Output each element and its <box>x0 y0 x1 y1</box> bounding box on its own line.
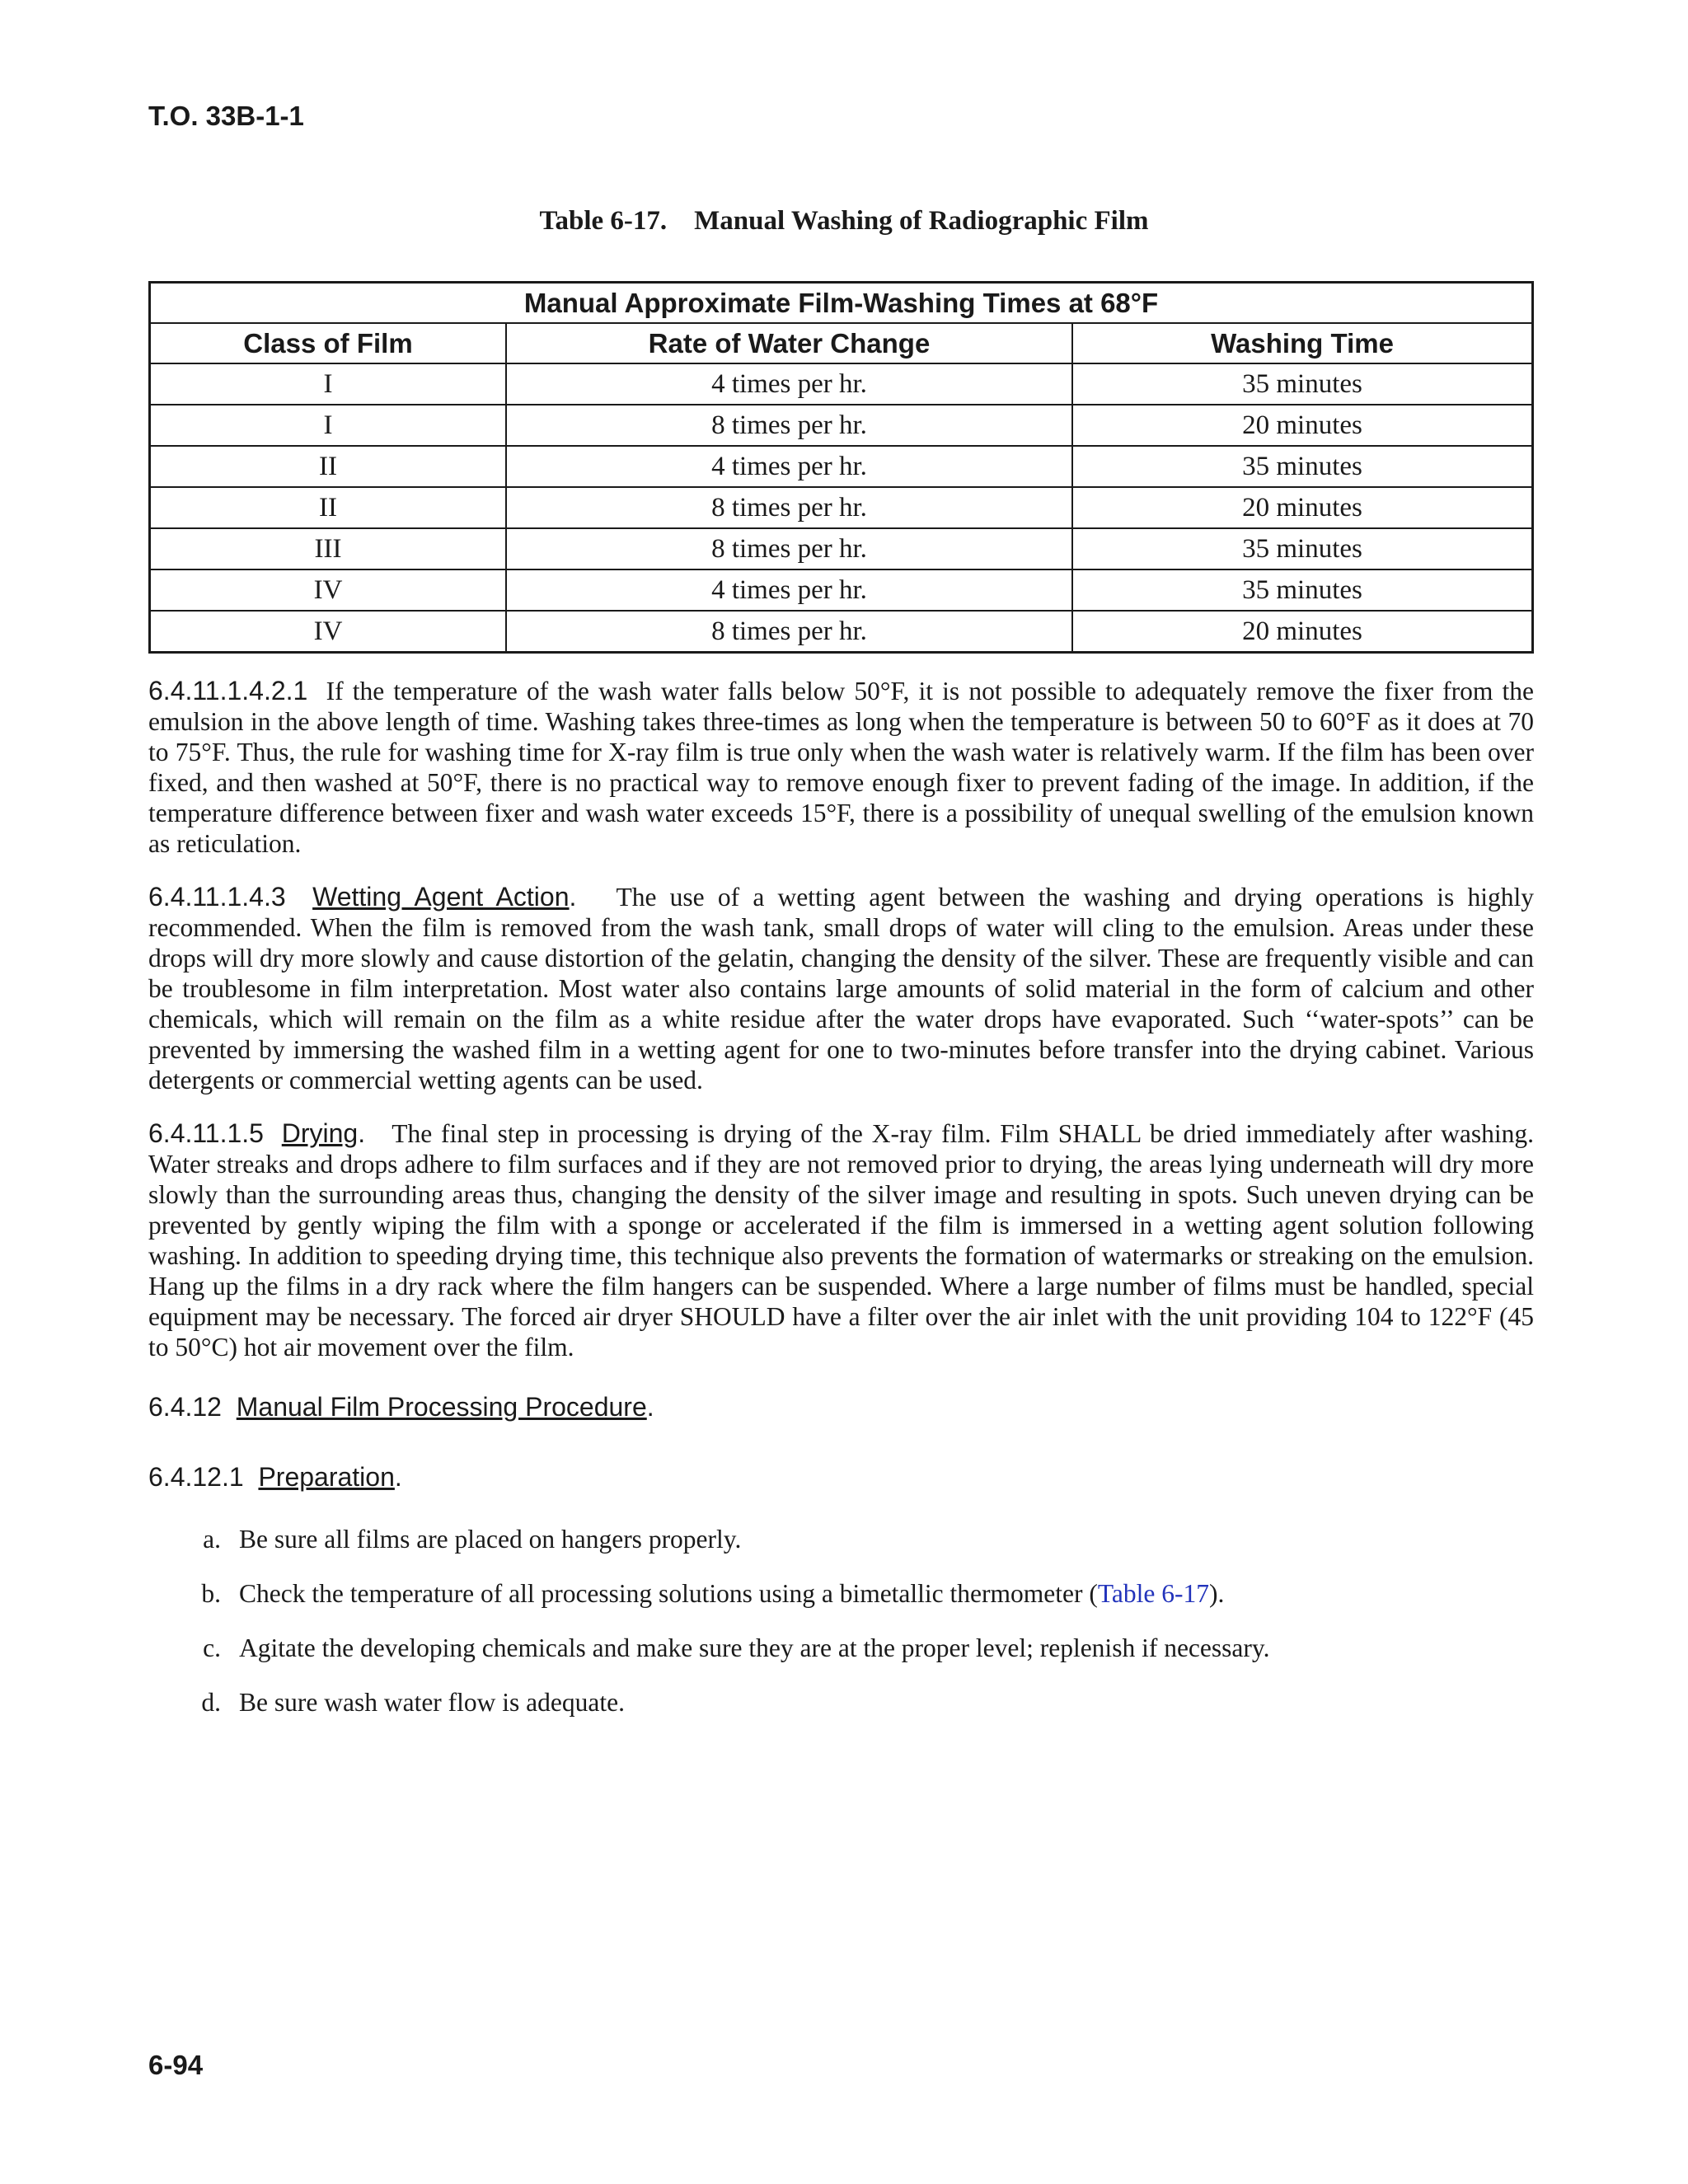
body-content <box>148 676 1534 1741</box>
column-header-time: Washing Time <box>1072 323 1533 363</box>
page-number: 6-94 <box>148 2050 204 2080</box>
list-item <box>148 1687 1534 1718</box>
section-title: Preparation <box>258 1462 395 1492</box>
document-id: T.O. 33B-1-1 <box>148 101 304 131</box>
column-header-rate: Rate of Water Change <box>506 323 1072 363</box>
cell-rate: 4 times per hr. <box>506 569 1072 611</box>
preparation-steps-list <box>148 1524 1534 1718</box>
cell-rate: 4 times per hr. <box>506 363 1072 405</box>
cell-time: 20 minutes <box>1072 487 1533 528</box>
list-item-text: Check the temperature of all processing solutions using a bimetallic thermometer ( <box>239 1579 1098 1608</box>
section-number: 6.4.12.1 <box>148 1462 244 1492</box>
list-item-text: Be sure all films are placed on hangers properly. <box>239 1525 742 1554</box>
paragraph-text: The use of a wetting agent between the washing and drying operations is highly recommended. When the film is removed from the wash tank, small drops of water will cling to the emulsion. Areas under these drops will dry more slowly and cause distortion of the gelatin, changing the density of the silver. These are frequently visible and can be troublesome in film interpretation. Most water also contains large amounts of solid material in the form of calcium and other chemicals, which will remain on the film as a white residue after the water drops have evaporated. Such ‘‘water-spots’’ can be prevented by immersing the washed film in a wetting agent for one to two-minutes before transfer into the drying cabinet. Various detergents or commercial wetting agents can be used. <box>148 883 1535 1094</box>
cell-class: IV <box>150 569 507 611</box>
cell-time: 35 minutes <box>1072 363 1533 405</box>
list-item-text: Be sure wash water flow is adequate. <box>239 1688 625 1717</box>
paragraph-number: 6.4.11.1.4.3 <box>148 882 286 912</box>
cell-rate: 8 times per hr. <box>506 487 1072 528</box>
table-row <box>150 446 1533 487</box>
cell-rate: 8 times per hr. <box>506 528 1072 569</box>
column-header-class: Class of Film <box>150 323 507 363</box>
table-row <box>150 405 1533 446</box>
list-marker: b. <box>201 1579 221 1608</box>
table-title: Table 6-17. Manual Washing of Radiographic Film <box>539 206 1149 236</box>
cell-class: II <box>150 446 507 487</box>
cell-time: 35 minutes <box>1072 528 1533 569</box>
paragraph-text: The final step in processing is drying of the X-ray film. Film SHALL be dried immediately after washing. Water streaks and drops adhere to film surfaces and if they are not removed prior to drying, the areas lying underneath will dry more slowly than the surrounding areas thus, changing the density of the silver image and resulting in spots. Such uneven drying can be prevented by gently wiping the film with a sponge or accelerated if the film is immersed in a wetting agent solution following washing. In addition to speeding drying time, this technique also prevents the formation of watermarks or streaking on the emulsion. Hang up the films in a dry rack where the film hangers can be suspended. Where a large number of films must be handled, special equipment may be necessary. The forced air dryer SHOULD have a filter over the air inlet with the unit providing 104 to 122°F (45 to 50°C) hot air movement over the film. <box>148 1119 1535 1361</box>
section-number: 6.4.12 <box>148 1392 222 1422</box>
list-marker: d. <box>201 1688 221 1717</box>
paragraph-number: 6.4.11.1.5 <box>148 1118 264 1148</box>
cell-class: II <box>150 487 507 528</box>
table-row <box>150 487 1533 528</box>
table-row <box>150 611 1533 653</box>
cell-class: I <box>150 363 507 405</box>
cell-time: 20 minutes <box>1072 611 1533 653</box>
paragraph-wetting-agent: 6.4.11.1.4.3 Wetting Agent Action. The use of a wetting agent between the washing and drying operations is highly recommended. When the film is removed from the wash tank, small drops of water will cling to the emulsion. Areas under these drops will dry more slowly and cause distortion of the gelatin, changing the density of the silver. These are frequently visible and can be troublesome in film interpretation. Most water also contains large amounts of solid material in the form of calcium and other chemicals, which will remain on the film as a white residue after the water drops have evaporated. Such ‘‘water-spots’’ can be prevented by immersing the washed film in a wetting agent for one to two-minutes before transfer into the drying cabinet. Various detergents or commercial wetting agents can be used. <box>148 882 1535 1094</box>
table-row <box>150 569 1533 611</box>
washing-times-table <box>148 281 1534 654</box>
section-title: Manual Film Processing Procedure <box>236 1392 647 1422</box>
table-reference-link[interactable]: Table 6-17 <box>1097 1579 1209 1608</box>
list-item <box>148 1524 1534 1554</box>
section-heading-preparation: 6.4.12.1 Preparation. <box>148 1462 402 1492</box>
cell-rate: 4 times per hr. <box>506 446 1072 487</box>
table-row <box>150 363 1533 405</box>
list-item <box>148 1633 1534 1663</box>
cell-rate: 8 times per hr. <box>506 405 1072 446</box>
table-header-row <box>150 323 1533 363</box>
paragraph-text: If the temperature of the wash water falls below 50°F, it is not possible to adequately remove the fixer from the emulsion in the above length of time. Washing takes three-times as long when the temperature is between 50 to 60°F as it does at 70 to 75°F. Thus, the rule for washing time for X-ray film is true only when the wash water is relatively warm. If the film has been over fixed, and then washed at 50°F, there is no practical way to remove enough fixer to prevent fading of the image. In addition, if the temperature difference between fixer and wash water exceeds 15°F, there is a possibility of unequal swelling of the emulsion known as reticulation. <box>148 677 1535 858</box>
paragraph-title: Wetting Agent Action <box>312 882 570 912</box>
cell-time: 35 minutes <box>1072 446 1533 487</box>
section-heading-procedure: 6.4.12 Manual Film Processing Procedure. <box>148 1392 654 1422</box>
cell-class: IV <box>150 611 507 653</box>
cell-time: 35 minutes <box>1072 569 1533 611</box>
paragraph-fixer-temperature <box>148 676 1534 859</box>
paragraph-title: Drying <box>281 1118 359 1148</box>
list-marker: a. <box>203 1525 221 1554</box>
cell-time: 20 minutes <box>1072 405 1533 446</box>
table-row <box>150 528 1533 569</box>
cell-rate: 8 times per hr. <box>506 611 1072 653</box>
list-marker: c. <box>203 1633 221 1662</box>
table-caption-row <box>150 283 1533 324</box>
list-item-text: Agitate the developing chemicals and make sure they are at the proper level; replenish if necessary. <box>239 1633 1270 1662</box>
cell-class: III <box>150 528 507 569</box>
list-item-text-end: ). <box>1208 1579 1225 1608</box>
list-item <box>148 1578 1534 1609</box>
paragraph-drying: 6.4.11.1.5 Drying. The final step in processing is drying of the X-ray film. Film SHALL be dried immediately after washing. Water streaks and drops adhere to film surfaces and if they are not removed prior to drying, the areas lying underneath will dry more slowly than the surrounding areas thus, changing the density of the silver image and resulting in spots. Such uneven drying can be prevented by gently wiping the film with a sponge or accelerated if the film is immersed in a wetting agent solution following washing. In addition to speeding drying time, this technique also prevents the formation of watermarks or streaking on the emulsion. Hang up the films in a dry rack where the film hangers can be suspended. Where a large number of films must be handled, special equipment may be necessary. The forced air dryer SHOULD have a filter over the air inlet with the unit providing 104 to 122°F (45 to 50°C) hot air movement over the film. <box>148 1118 1535 1361</box>
cell-class: I <box>150 405 507 446</box>
table-caption: Manual Approximate Film-Washing Times at 68°F <box>150 283 1533 324</box>
paragraph-number: 6.4.11.1.4.2.1 <box>148 676 308 705</box>
